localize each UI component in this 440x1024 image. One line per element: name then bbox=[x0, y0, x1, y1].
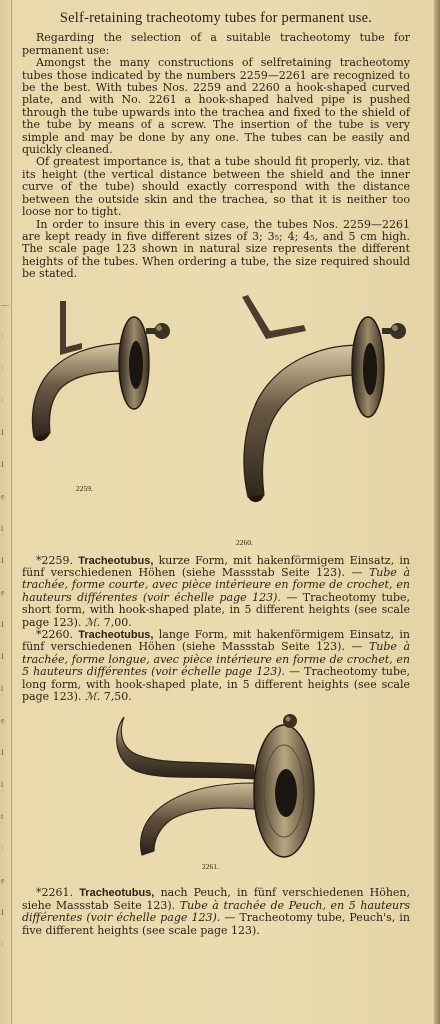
margin-mark: e bbox=[1, 492, 5, 501]
entry-german: lange Form, mit hakenförmigem Einsatz, in fünf verschiedenen Höhen (siehe Massstab Seite 123). — bbox=[22, 627, 410, 654]
margin-mark: · bbox=[1, 940, 4, 949]
paragraph-constructions: Amongst the many constructions of selfretaining tracheotomy tubes those indicated by the numbers 2259—2261 are recognized to be the best. With tubes Nos. 2259 and 2260 a hook-shaped curved plate, and with No. 2261 a hook-shaped halved pipe is pushed through the tube upwards into the trachea and fixed to the shield of the tube by means of a screw. The insertion of the tube is very simple and may be done by any one. The tubes can be easily and quickly cleaned. bbox=[22, 56, 410, 157]
margin-mark: e bbox=[1, 876, 5, 885]
margin-mark: · bbox=[1, 844, 4, 853]
entry-2259 bbox=[22, 555, 410, 629]
figure-label-2261: 2261. bbox=[202, 862, 219, 872]
margin-mark: t bbox=[1, 812, 4, 821]
tracheotomy-tube-2261-illustration bbox=[114, 709, 334, 869]
entry-french: Tube à trachée, forme courte, avec pièce intérieure en forme de crochet, en hauteurs différentes (voir échelle page 123). bbox=[22, 565, 410, 604]
margin-mark: I bbox=[1, 620, 4, 629]
entry-english: — Tracheotomy tube, long form, with hook-shaped plate, in 5 different heights (see scale page 123). bbox=[22, 665, 411, 703]
margin-mark: · bbox=[1, 332, 4, 341]
margin-mark: i bbox=[1, 684, 4, 693]
margin-mark: I bbox=[1, 460, 4, 469]
entry-price: 7,00. bbox=[103, 615, 132, 629]
page-edge-shadow bbox=[434, 0, 440, 1024]
margin-mark: I bbox=[1, 428, 4, 437]
margin-mark: I bbox=[1, 652, 4, 661]
entry-number: *2259. bbox=[36, 553, 73, 567]
margin-mark: I bbox=[1, 556, 4, 565]
paragraph-fit: Of greatest importance is, that a tube should fit properly, viz. that its height (the vertical distance between the shield and the inner curve of the tube) should exactly correspond with the distance between the outside skin and the trachea, so that it is neither too loose nor to tight. bbox=[22, 155, 410, 219]
margin-mark: e bbox=[1, 716, 5, 725]
margin-mark: i bbox=[1, 780, 4, 789]
margin-mark: I bbox=[1, 748, 4, 757]
margin-mark: · bbox=[1, 364, 4, 373]
entry-2260 bbox=[22, 629, 410, 703]
margin-mark: — bbox=[1, 300, 9, 309]
figures-2259-2260 bbox=[22, 287, 410, 555]
entry-german: kurze Form, mit hakenförmigem Einsatz, in fünf verschiedenen Höhen (siehe Massstab Seite 123). — bbox=[22, 553, 411, 579]
tracheotomy-tube-2260-illustration bbox=[214, 291, 414, 531]
page-title: Self-retaining tracheotomy tubes for permanent use. bbox=[59, 10, 373, 26]
margin-mark: · bbox=[1, 396, 4, 405]
entry-french: Tube à trachée de Peuch, en 5 hauteurs différentes (voir échelle page 123). bbox=[22, 898, 411, 925]
entry-name: Tracheotubus, bbox=[79, 887, 155, 900]
entry-name: Tracheotubus, bbox=[78, 628, 154, 641]
page-content bbox=[22, 12, 410, 937]
margin-mark: e bbox=[1, 588, 5, 597]
figure-label-2260: 2260. bbox=[236, 537, 253, 547]
entry-name: Tracheotubus, bbox=[78, 554, 154, 567]
figure-label-2259: 2259. bbox=[76, 483, 93, 493]
entry-french: Tube à trachée, forme longue, avec pièce intérieure en forme de crochet, en 5 hauteurs différentes (voir échelle page 123). bbox=[22, 640, 410, 679]
entry-english: — Tracheotomy tube, short form, with hook-shaped plate, in 5 different heights (see scale page 123). bbox=[22, 590, 411, 629]
entry-2261 bbox=[22, 887, 410, 937]
entry-price: 7,50. bbox=[103, 690, 132, 703]
entry-english: — Tracheotomy tube, Peuch's, in five different heights (see scale page 123). bbox=[22, 911, 410, 937]
entry-german: nach Peuch, in fünf verschiedenen Höhen, siehe Massstab Seite 123). bbox=[22, 886, 411, 912]
paragraph-sizes: In order to insure this in every case, the tubes Nos. 2259—2261 are kept ready in five different sizes of 3; 3₅; 4; 4₅, and 5 cm high. The scale page 123 shown in natural size represents the different heights of the tubes. When ordering a tube, the size required should be stated. bbox=[22, 217, 410, 281]
entry-currency: ℳ. bbox=[84, 615, 101, 629]
figure-2261 bbox=[22, 709, 410, 887]
margin-mark: I bbox=[1, 908, 4, 917]
margin-mark: i bbox=[1, 524, 4, 533]
intro-paragraph: Regarding the selection of a suitable tracheotomy tube for permanent use: bbox=[22, 31, 410, 57]
entry-currency: ℳ. bbox=[84, 690, 101, 703]
left-margin-marks bbox=[0, 0, 10, 1024]
entry-number: *2261. bbox=[36, 886, 73, 900]
gutter-line bbox=[11, 0, 12, 1024]
entry-number: *2260. bbox=[36, 627, 73, 641]
tracheotomy-tube-2259-illustration bbox=[22, 297, 182, 497]
